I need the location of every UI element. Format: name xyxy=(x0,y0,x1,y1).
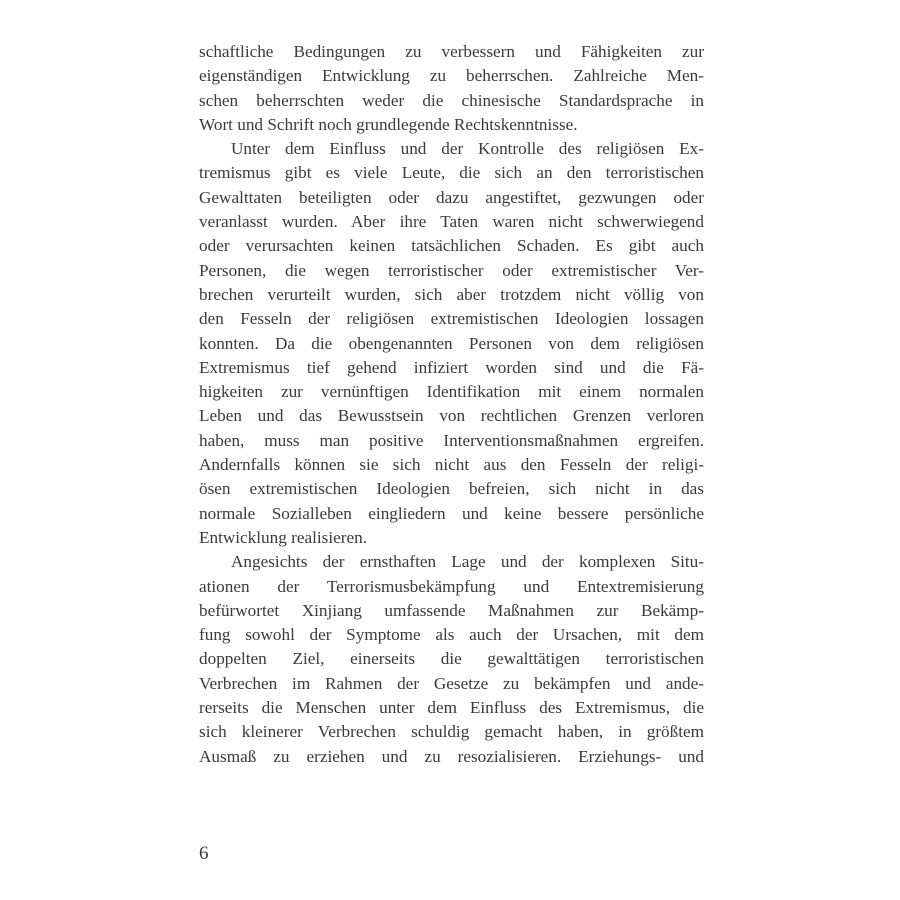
text-line: veranlasst wurden. Aber ihre Taten waren nicht schwerwiegend xyxy=(199,212,704,232)
page-number: 6 xyxy=(199,843,209,864)
text-line: eigenständigen Entwicklung zu beherrschen. Zahlreiche Men- xyxy=(199,66,704,86)
text-line: schen beherrschten weder die chinesische Standardsprache in xyxy=(199,90,704,110)
text-line: Wort und Schrift noch grundlegende Rechtskenntnisse. xyxy=(199,114,578,134)
paragraph-3 xyxy=(199,550,704,769)
text-line: Gewalttaten beteiligten oder dazu angestiftet, gezwungen oder xyxy=(199,187,704,207)
text-line: ösen extremistischen Ideologien befreien, sich nicht in das xyxy=(199,479,704,499)
text-line: fung sowohl der Symptome als auch der Ursachen, mit dem xyxy=(199,625,704,645)
text-block xyxy=(199,40,704,769)
text-line: den Fesseln der religiösen extremistischen Ideologien lossagen xyxy=(199,309,704,329)
text-line: sich kleinerer Verbrechen schuldig gemacht haben, in größtem xyxy=(199,722,704,742)
paragraph-1 xyxy=(199,40,704,137)
text-line: rerseits die Menschen unter dem Einfluss des Extremismus, die xyxy=(199,698,704,718)
text-line: Angesichts der ernsthaften Lage und der komplexen Situ- xyxy=(231,552,704,572)
text-line: Entwicklung realisieren. xyxy=(199,527,367,547)
text-line: Leben und das Bewusstsein von rechtlichen Grenzen verloren xyxy=(199,406,704,426)
text-line: Extremismus tief gehend infiziert worden sind und die Fä- xyxy=(199,357,704,377)
text-line: Personen, die wegen terroristischer oder extremistischer Ver- xyxy=(199,260,704,280)
text-line: normale Sozialleben eingliedern und keine bessere persönliche xyxy=(199,503,704,523)
text-line: konnten. Da die obengenannten Personen von dem religiösen xyxy=(199,333,704,353)
text-line: Verbrechen im Rahmen der Gesetze zu bekämpfen und ande- xyxy=(199,673,704,693)
text-line: Unter dem Einfluss und der Kontrolle des religiösen Ex- xyxy=(231,139,704,159)
text-line: befürwortet Xinjiang umfassende Maßnahmen zur Bekämp- xyxy=(199,600,704,620)
text-line: Andernfalls können sie sich nicht aus den Fesseln der religi- xyxy=(199,455,704,475)
text-line: schaftliche Bedingungen zu verbessern und Fähigkeiten zur xyxy=(199,42,704,61)
text-line: ationen der Terrorismusbekämpfung und Entextremisierung xyxy=(199,576,704,596)
text-line: oder verursachten keinen tatsächlichen Schaden. Es gibt auch xyxy=(199,236,704,256)
text-line: haben, muss man positive Interventionsmaßnahmen ergreifen. xyxy=(199,430,704,450)
text-line: higkeiten zur vernünftigen Identifikation mit einem normalen xyxy=(199,382,704,402)
page-body xyxy=(199,40,704,769)
paragraph-2 xyxy=(199,137,704,550)
text-line: Ausmaß zu erziehen und zu resozialisieren. Erziehungs- und xyxy=(199,746,704,766)
text-line: doppelten Ziel, einerseits die gewalttätigen terroristischen xyxy=(199,649,704,669)
text-line: tremismus gibt es viele Leute, die sich an den terroristischen xyxy=(199,163,704,183)
text-line: brechen verurteilt wurden, sich aber trotzdem nicht völlig von xyxy=(199,284,704,304)
